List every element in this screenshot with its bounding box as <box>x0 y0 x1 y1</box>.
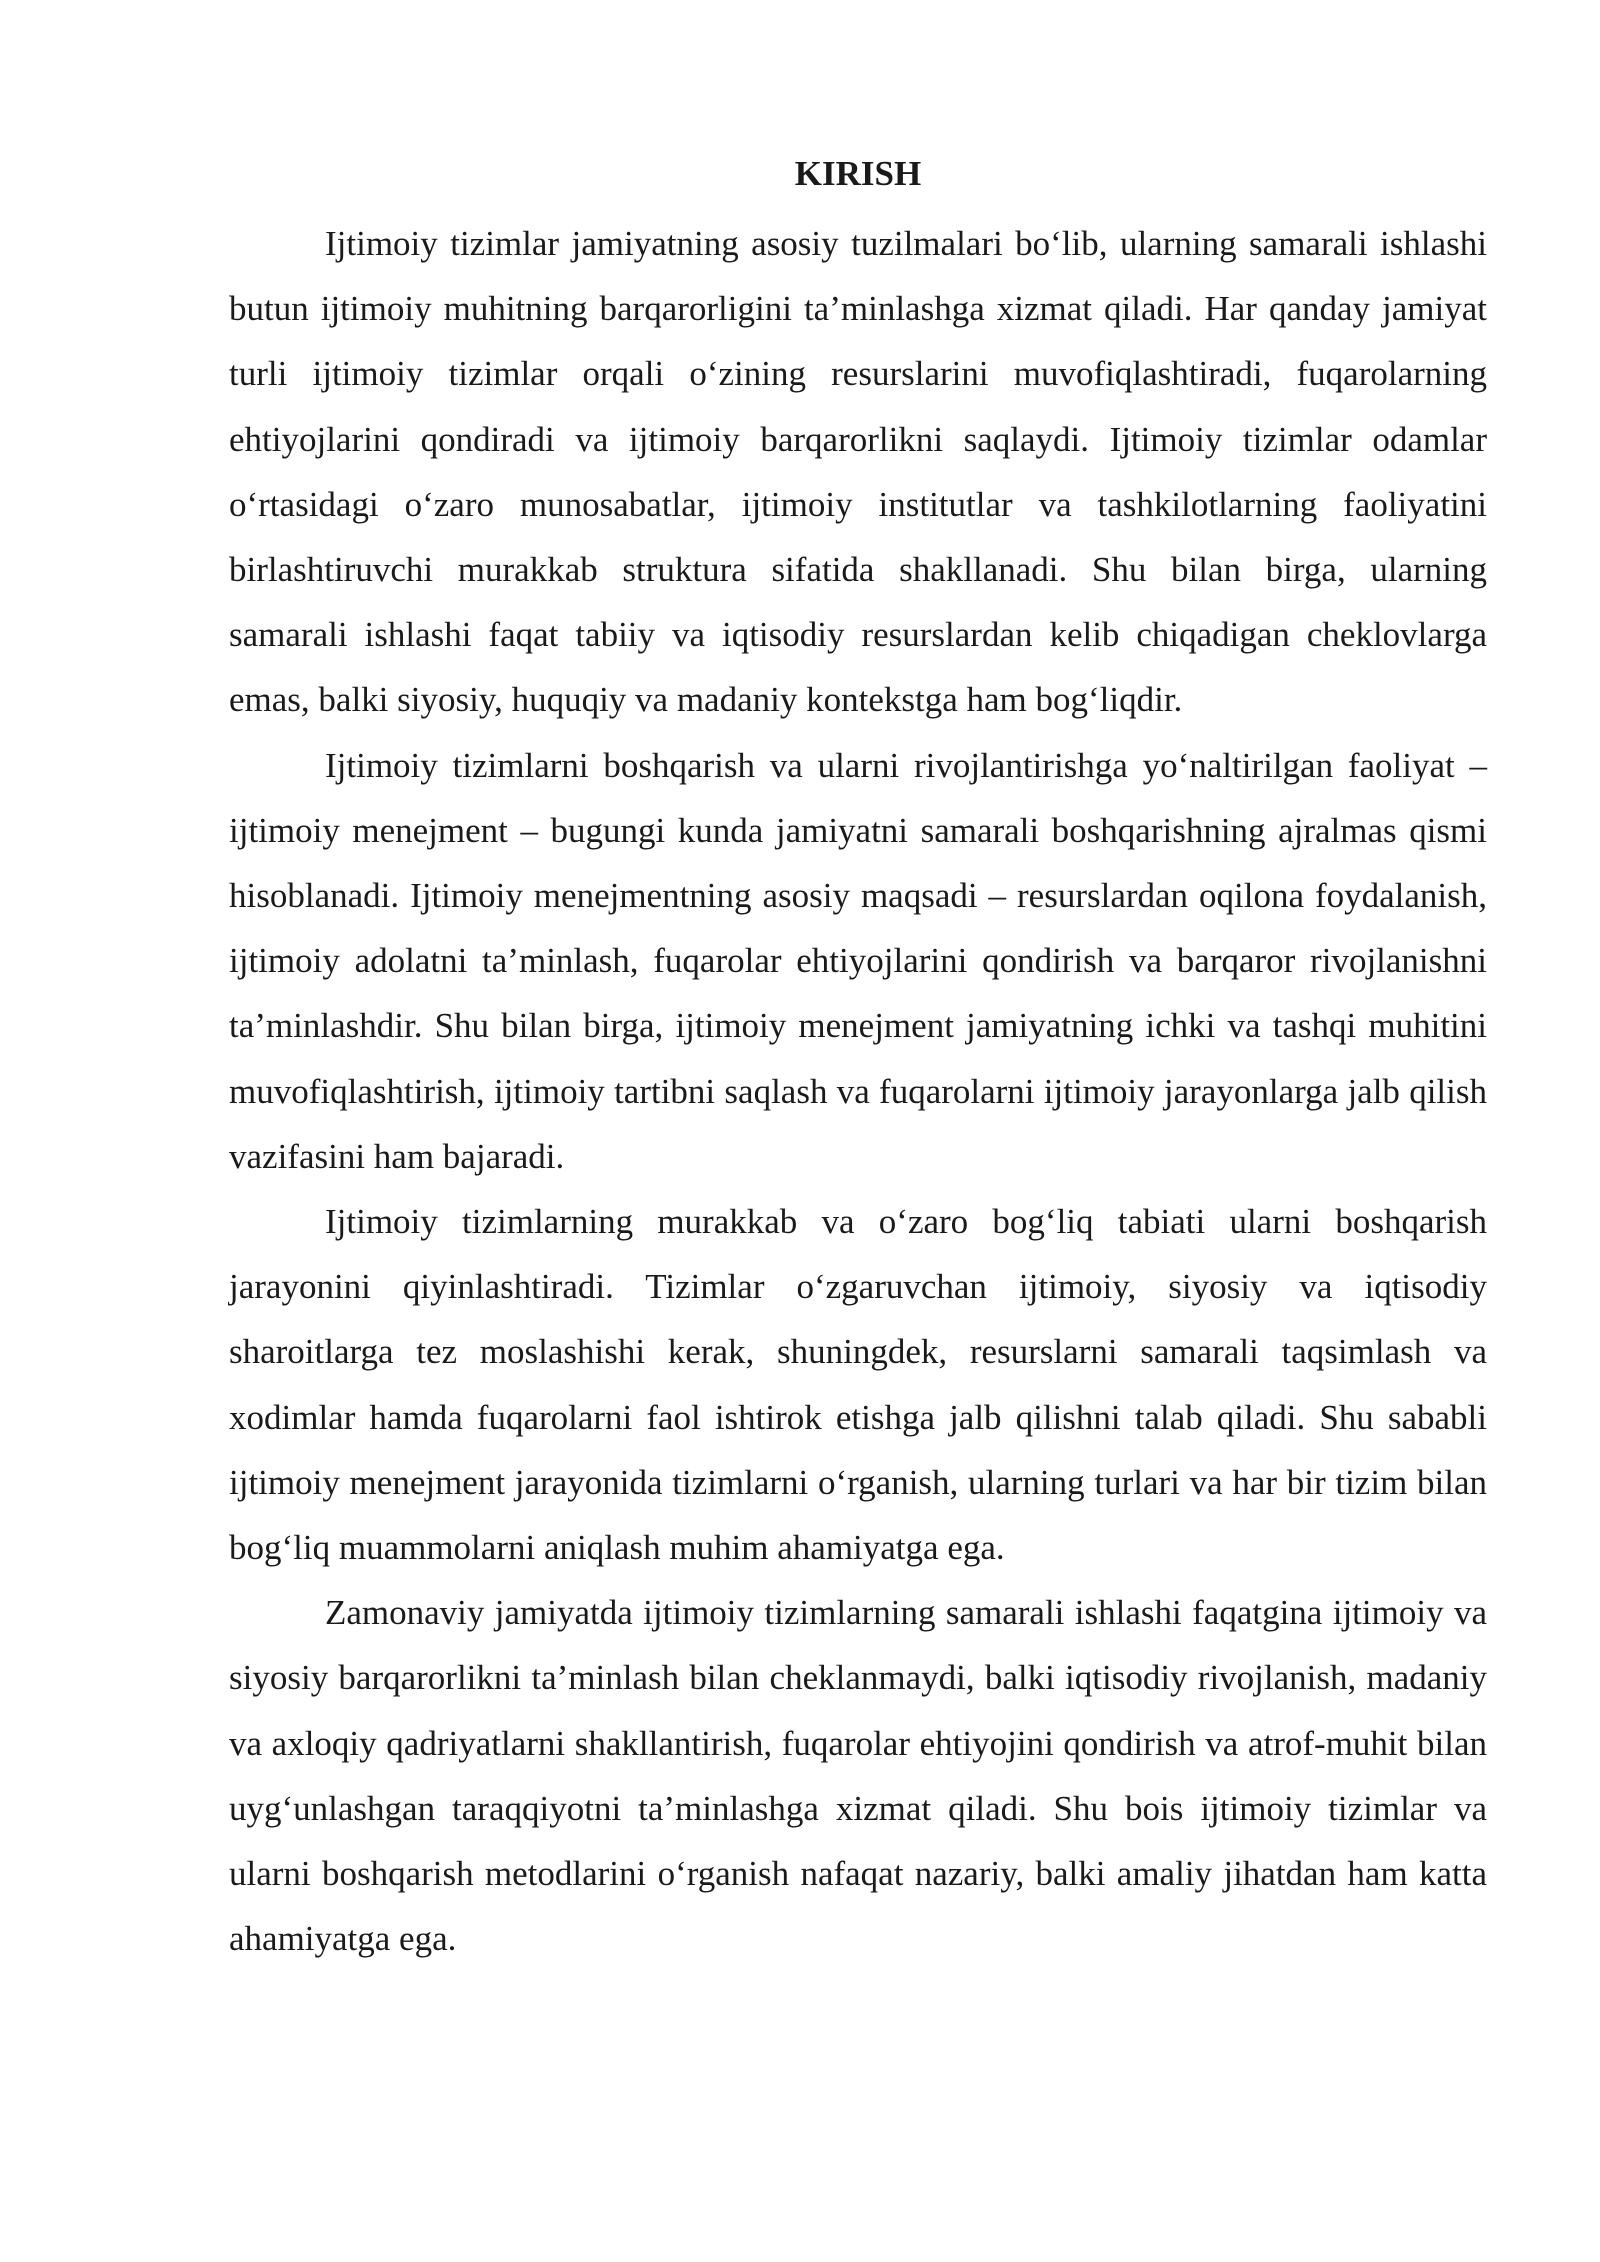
paragraph-2: Ijtimoiy tizimlarni boshqarish va ularni rivojlantirishga yo‘naltirilgan faoliyat – ijtimoiy menejment – bugungi kunda jamiyatni samarali boshqarishning ajralmas qismi hisoblanadi. Ijtimoiy menejmentning asosiy maqsadi – resurslardan oqilona foydalanish, ijtimoiy adolatni ta’minlash, fuqarolar ehtiyojlarini qondirish va barqaror rivojlanishni ta’minlashdir. Shu bilan birga, ijtimoiy menejment jamiyatning ichki va tashqi muhitini muvofiqlashtirish, ijtimoiy tartibni saqlash va fuqarolarni ijtimoiy jarayonlarga jalb qilish vazifasini ham bajaradi. <box>229 745 1487 1176</box>
paragraph-3: Ijtimoiy tizimlarning murakkab va o‘zaro bog‘liq tabiati ularni boshqarish jarayonini qiyinlashtiradi. Tizimlar o‘zgaruvchan ijtimoiy, siyosiy va iqtisodiy sharoitlarga tez moslashishi kerak, shuningdek, resurslarni samarali taqsimlash va xodimlar hamda fuqarolarni faol ishtirok etishga jalb qilishni talab qiladi. Shu sababli ijtimoiy menejment jarayonida tizimlarni o‘rganish, ularning turlari va har bir tizim bilan bog‘liq muammolarni aniqlash muhim ahamiyatga ega. <box>229 1202 1487 1568</box>
section-title: KIRISH <box>794 154 922 193</box>
document-body <box>229 148 1487 1971</box>
paragraph-4: Zamonaviy jamiyatda ijtimoiy tizimlarning samarali ishlashi faqatgina ijtimoiy va siyosiy barqarorlikni ta’minlash bilan cheklanmaydi, balki iqtisodiy rivojlanish, madaniy va axloqiy qadriyatlarni shakllantirish, fuqarolar ehtiyojini qondirish va atrof-muhit bilan uyg‘unlashgan taraqqiyotni ta’minlashga xizmat qiladi. Shu bois ijtimoiy tizimlar va ularni boshqarish metodlarini o‘rganish nafaqat nazariy, balki amaliy jihatdan ham katta ahamiyatga ega. <box>229 1593 1487 1959</box>
paragraph-1: Ijtimoiy tizimlar jamiyatning asosiy tuzilmalari bo‘lib, ularning samarali ishlashi butun ijtimoiy muhitning barqarorligini ta’minlashga xizmat qiladi. Har qanday jamiyat turli ijtimoiy tizimlar orqali o‘zining resurslarini muvofiqlashtiradi, fuqarolarning ehtiyojlarini qondiradi va ijtimoiy barqarorlikni saqlaydi. Ijtimoiy tizimlar odamlar o‘rtasidagi o‘zaro munosabatlar, ijtimoiy institutlar va tashkilotlarning faoliyatini birlashtiruvchi murakkab struktura sifatida shakllanadi. Shu bilan birga, ularning samarali ishlashi faqat tabiiy va iqtisodiy resurslardan kelib chiqadigan cheklovlarga emas, balki siyosiy, huquqiy va madaniy kontekstga ham bog‘liqdir. <box>229 224 1487 720</box>
